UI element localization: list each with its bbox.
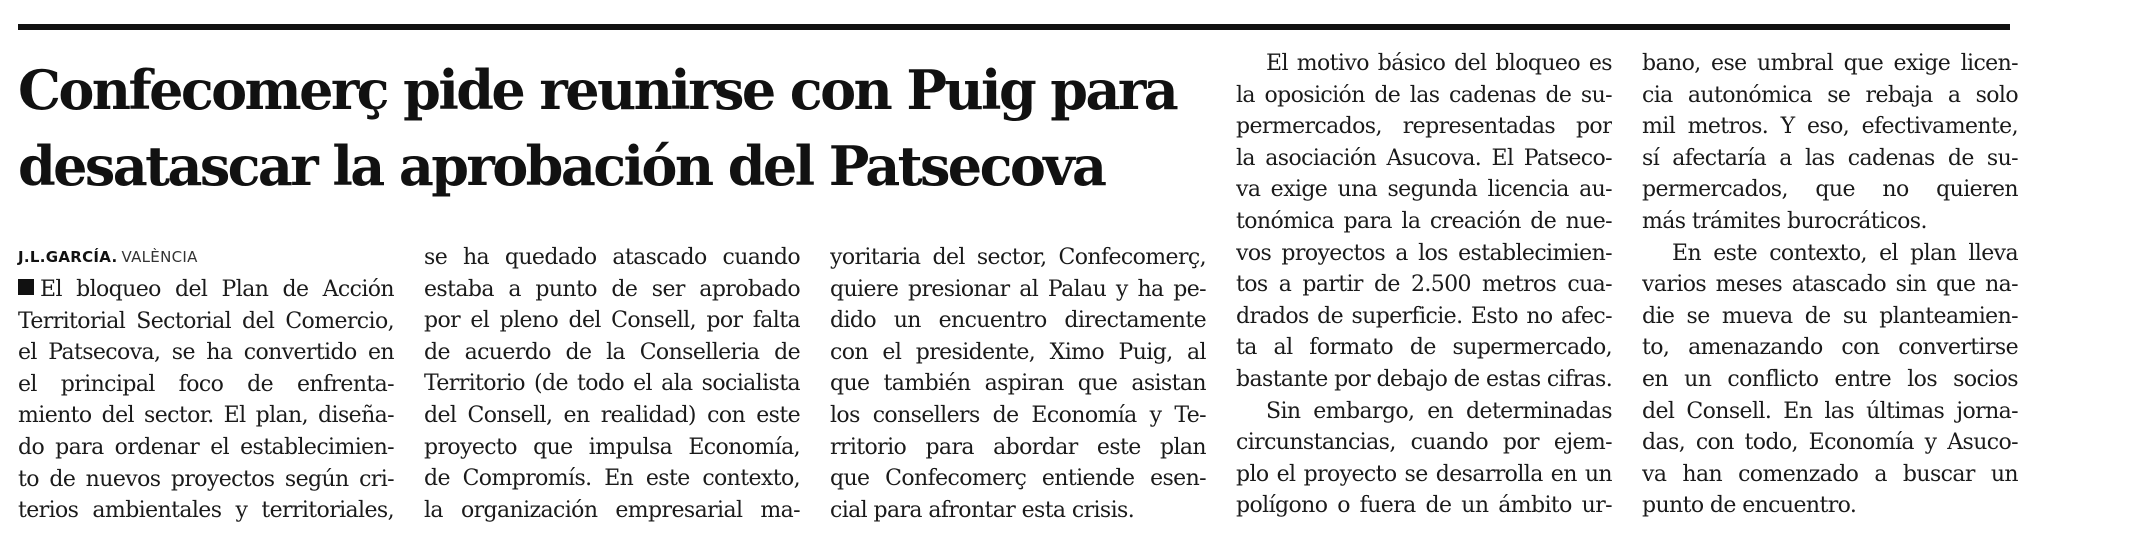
text-line: die se mueva de su planteamien- <box>1642 303 2018 329</box>
text-line: to de nuevos proyectos según cri- <box>18 466 394 492</box>
text-line: la oposición de las cadenas de su- <box>1236 82 1612 108</box>
text-line: do para ordenar el establecimien- <box>18 434 394 460</box>
square-bullet-icon <box>18 279 34 295</box>
text-line: la organización empresarial ma- <box>424 497 800 523</box>
text-line: El bloqueo del Plan de Acción <box>18 274 394 306</box>
text-line: los consellers de Economía y Te- <box>830 402 1206 428</box>
text-line: más trámites burocráticos. <box>1642 208 1927 234</box>
top-rule <box>18 24 2010 30</box>
text-line: Territorial Sectorial del Comercio, <box>18 308 394 334</box>
text-line: dido un encuentro directamente <box>830 308 1206 334</box>
text-line: por el pleno del Consell, por falta <box>424 308 800 334</box>
text-line: del Consell. En las últimas jorna- <box>1642 398 2018 424</box>
text-line: drados de superficie. Esto no afec- <box>1236 303 1612 329</box>
text-line: bastante por debajo de estas cifras. <box>1236 366 1612 392</box>
text-line: ta al formato de supermercado, <box>1236 335 1612 361</box>
article-column-1 <box>18 274 394 527</box>
text-line: das, con todo, Economía y Asuco- <box>1642 430 2018 456</box>
article-column-4 <box>1236 48 1612 522</box>
text-line: proyecto que impulsa Economía, <box>424 434 800 460</box>
text-line: El motivo básico del bloqueo es <box>1266 51 1612 76</box>
text-line: el Patsecova, se ha convertido en <box>18 340 394 366</box>
article-column-3 <box>830 242 1206 526</box>
text-line: rritorio para abordar este plan <box>830 434 1206 460</box>
byline-author: J.L.GARCÍA. <box>18 248 118 266</box>
text-line: cia autonómica se rebaja a solo <box>1642 82 2018 108</box>
text-line: tonómica para la creación de nue- <box>1236 208 1612 234</box>
text-line: tos a partir de 2.500 metros cua- <box>1236 272 1612 298</box>
text-line: mil metros. Y eso, efectivamente, <box>1642 114 2018 140</box>
text-line: plo el proyecto se desarrolla en un <box>1236 461 1612 487</box>
text-line: miento del sector. El plan, diseña- <box>18 403 394 429</box>
text-line: con el presidente, Ximo Puig, al <box>830 339 1206 365</box>
text-line: permercados, representadas por <box>1236 114 1612 140</box>
text-line: del Consell, en realidad) con este <box>424 402 800 428</box>
headline <box>18 52 1218 204</box>
text-line: la asociación Asucova. El Patseco- <box>1236 145 1612 171</box>
text-line: estaba a punto de ser aprobado <box>424 276 800 302</box>
text-line: terios ambientales y territoriales, <box>18 498 394 524</box>
text-line: quiere presionar al Palau y ha pe- <box>830 276 1206 302</box>
text-line: se ha quedado atascado cuando <box>424 245 800 270</box>
headline-line: desatascar la aprobación del Patsecova <box>18 134 1105 198</box>
text-line: polígono o fuera de un ámbito ur- <box>1236 493 1612 519</box>
text-line: de Compromís. En este contexto, <box>424 466 800 492</box>
text-line: circunstancias, cuando por ejem- <box>1236 430 1612 456</box>
text-line: cial para afrontar esta crisis. <box>830 497 1135 523</box>
text-line: sí afectaría a las cadenas de su- <box>1642 145 2018 171</box>
headline-line: Confecomerç pide reunirse con Puig para <box>18 58 1177 122</box>
text-line: de acuerdo de la Conselleria de <box>424 339 800 365</box>
text-line: que también aspiran que asistan <box>830 371 1206 397</box>
text-line: punto de encuentro. <box>1642 493 1857 519</box>
text-line: en un conflicto entre los socios <box>1642 366 2018 392</box>
text-line: Territorio (de todo el ala socialista <box>424 371 800 397</box>
text-line: va han comenzado a buscar un <box>1642 461 2018 487</box>
article-column-2 <box>424 242 800 526</box>
text-line: to, amenazando con convertirse <box>1642 335 2018 361</box>
text-line: bano, ese umbral que exige licen- <box>1642 51 2018 76</box>
text-line: yoritaria del sector, Confecomerç, <box>830 245 1206 270</box>
text-line: Sin embargo, en determinadas <box>1266 398 1612 424</box>
text-line: que Confecomerç entiende esen- <box>830 466 1206 492</box>
byline <box>18 248 198 266</box>
byline-place: VALÈNCIA <box>121 248 198 266</box>
text-line: varios meses atascado sin que na- <box>1642 272 2018 298</box>
text-line: permercados, que no quieren <box>1642 177 2018 203</box>
article-column-5 <box>1642 48 2018 522</box>
text-line: el principal foco de enfrenta- <box>18 371 394 397</box>
text-line: va exige una segunda licencia au- <box>1236 177 1612 203</box>
text-line: En este contexto, el plan lleva <box>1672 240 2018 266</box>
text-line: vos proyectos a los establecimien- <box>1236 240 1612 266</box>
